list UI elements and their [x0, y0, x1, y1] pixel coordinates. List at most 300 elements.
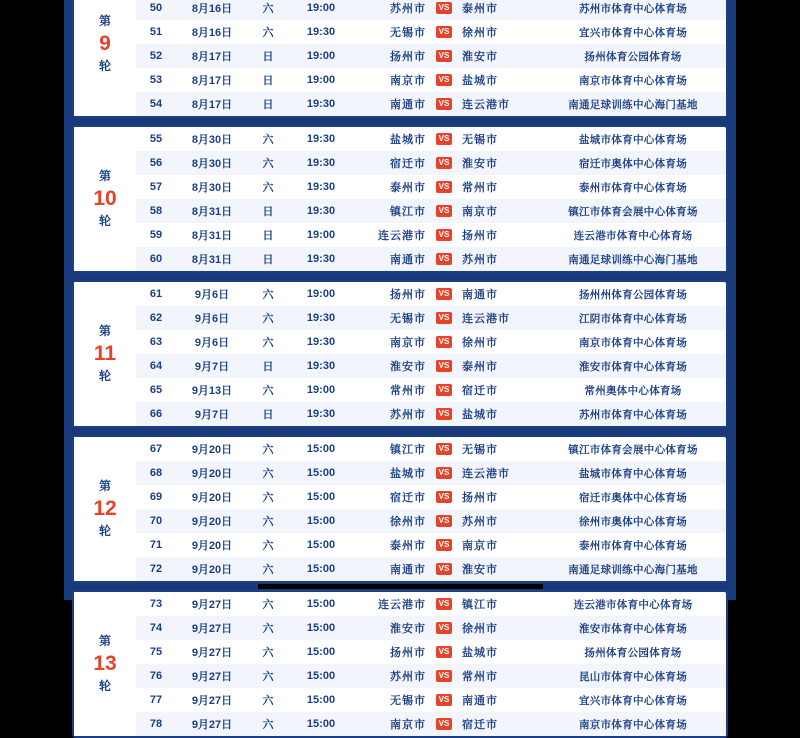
- match-venue: 盐城市体育中心体育场: [579, 467, 687, 480]
- away-team: 南通市: [462, 695, 498, 707]
- match-weekday: 六: [262, 564, 274, 576]
- match-number: 76: [149, 670, 163, 682]
- table-row: [136, 402, 726, 426]
- away-team: 盐城市: [462, 409, 498, 421]
- match-weekday: 六: [262, 3, 274, 15]
- match-venue: 宿迁市奥体中心体育场: [579, 157, 687, 170]
- match-weekday: 日: [262, 409, 274, 421]
- table-row: [136, 20, 726, 44]
- round-number: 13: [93, 652, 117, 676]
- vs-cell: [432, 670, 456, 682]
- vs-badge: VS: [436, 253, 453, 265]
- match-weekday: 六: [262, 695, 274, 707]
- table-row: [136, 44, 726, 68]
- match-weekday: 六: [262, 158, 274, 170]
- vs-cell: [432, 26, 456, 38]
- match-venue: 盐城市体育中心体育场: [579, 133, 687, 146]
- table-row: [136, 282, 726, 306]
- match-weekday: 六: [262, 647, 274, 659]
- match-time: 15:00: [306, 598, 336, 610]
- match-number: 51: [149, 26, 163, 38]
- match-date: 8月16日: [191, 27, 233, 39]
- round-word-bottom: 轮: [98, 368, 111, 383]
- home-team: 泰州市: [390, 540, 426, 552]
- round-number: 12: [93, 497, 117, 521]
- vs-cell: [432, 74, 456, 86]
- match-number: 61: [149, 288, 163, 300]
- redaction-bar: [258, 584, 543, 589]
- away-team: 扬州市: [462, 492, 498, 504]
- match-date: 8月30日: [191, 158, 233, 170]
- match-date: 9月27日: [191, 671, 233, 683]
- vs-badge: VS: [436, 229, 453, 241]
- table-row: [136, 223, 726, 247]
- match-date: 8月17日: [191, 51, 233, 63]
- match-venue: 泰州市体育中心体育场: [579, 181, 687, 194]
- match-time: 19:30: [306, 336, 336, 348]
- away-team: 盐城市: [462, 647, 498, 659]
- away-team: 连云港市: [462, 313, 510, 325]
- vs-badge: VS: [436, 646, 453, 658]
- vs-cell: [432, 646, 456, 658]
- match-date: 9月20日: [191, 492, 233, 504]
- match-date: 9月27日: [191, 599, 233, 611]
- match-weekday: 六: [262, 623, 274, 635]
- vs-cell: [432, 288, 456, 300]
- away-team: 无锡市: [462, 134, 498, 146]
- vs-badge: VS: [436, 181, 453, 193]
- away-team: 连云港市: [462, 99, 510, 111]
- match-number: 52: [149, 50, 163, 62]
- round-block: [72, 435, 728, 583]
- match-date: 9月27日: [191, 623, 233, 635]
- away-team: 常州市: [462, 182, 498, 194]
- home-team: 常州市: [390, 385, 426, 397]
- match-venue: 南京市体育中心体育场: [579, 336, 687, 349]
- match-venue: 苏州市体育中心体育场: [579, 2, 687, 15]
- match-weekday: 六: [262, 182, 274, 194]
- match-number: 67: [149, 443, 163, 455]
- vs-badge: VS: [436, 563, 453, 575]
- match-time: 19:30: [306, 312, 336, 324]
- match-time: 15:00: [306, 563, 336, 575]
- match-time: 15:00: [306, 622, 336, 634]
- match-time: 19:00: [306, 50, 336, 62]
- away-team: 镇江市: [462, 599, 498, 611]
- match-venue: 连云港市体育中心体育场: [573, 598, 693, 611]
- vs-cell: [432, 312, 456, 324]
- match-date: 9月27日: [191, 647, 233, 659]
- away-team: 南京市: [462, 540, 498, 552]
- home-team: 南通市: [390, 254, 426, 266]
- match-time: 19:00: [306, 74, 336, 86]
- match-time: 19:00: [306, 229, 336, 241]
- home-team: 苏州市: [390, 671, 426, 683]
- vs-cell: [432, 50, 456, 62]
- away-team: 苏州市: [462, 254, 498, 266]
- home-team: 淮安市: [390, 361, 426, 373]
- match-number: 59: [149, 229, 163, 241]
- match-time: 19:30: [306, 360, 336, 372]
- match-date: 8月31日: [191, 206, 233, 218]
- match-date: 8月17日: [191, 99, 233, 111]
- match-time: 15:00: [306, 646, 336, 658]
- match-date: 8月31日: [191, 230, 233, 242]
- round-word-bottom: 轮: [98, 58, 111, 73]
- round-number: 9: [99, 32, 111, 56]
- home-team: 连云港市: [378, 599, 426, 611]
- home-team: 宿迁市: [390, 492, 426, 504]
- match-time: 19:30: [306, 26, 336, 38]
- table-row: [136, 616, 726, 640]
- match-weekday: 六: [262, 27, 274, 39]
- match-weekday: 六: [262, 134, 274, 146]
- match-time: 15:00: [306, 718, 336, 730]
- home-team: 盐城市: [390, 134, 426, 146]
- table-row: [136, 151, 726, 175]
- match-venue: 镇江市体育会展中心体育场: [568, 205, 698, 218]
- match-number: 56: [149, 157, 163, 169]
- round-block: [72, 0, 728, 118]
- vs-badge: VS: [436, 133, 453, 145]
- table-row: [136, 68, 726, 92]
- match-venue: 宜兴市体育中心体育场: [579, 26, 687, 39]
- match-time: 19:30: [306, 408, 336, 420]
- round-number: 10: [93, 187, 117, 211]
- table-row: [136, 688, 726, 712]
- vs-cell: [432, 515, 456, 527]
- match-number: 73: [149, 598, 163, 610]
- match-venue: 连云港市体育中心体育场: [573, 229, 693, 242]
- rounds-container: [64, 0, 736, 738]
- match-weekday: 日: [262, 51, 274, 63]
- vs-badge: VS: [436, 205, 453, 217]
- round-label: [74, 0, 136, 116]
- match-venue: 镇江市体育会展中心体育场: [568, 443, 698, 456]
- match-date: 8月30日: [191, 182, 233, 194]
- match-weekday: 六: [262, 468, 274, 480]
- round-word-top: 第: [98, 169, 111, 184]
- match-time: 19:30: [306, 98, 336, 110]
- away-team: 泰州市: [462, 3, 498, 15]
- match-number: 65: [149, 384, 163, 396]
- table-row: [136, 461, 726, 485]
- away-team: 宿迁市: [462, 385, 498, 397]
- match-weekday: 六: [262, 385, 274, 397]
- table-row: [136, 127, 726, 151]
- match-number: 66: [149, 408, 163, 420]
- round-word-bottom: 轮: [98, 678, 111, 693]
- home-team: 徐州市: [390, 516, 426, 528]
- vs-cell: [432, 384, 456, 396]
- home-team: 扬州市: [390, 51, 426, 63]
- match-date: 9月13日: [191, 385, 233, 397]
- vs-cell: [432, 467, 456, 479]
- away-team: 徐州市: [462, 27, 498, 39]
- round-word-top: 第: [98, 634, 111, 649]
- match-date: 9月27日: [191, 719, 233, 731]
- vs-badge: VS: [436, 384, 453, 396]
- table-row: [136, 306, 726, 330]
- table-row: [136, 533, 726, 557]
- match-time: 15:00: [306, 467, 336, 479]
- away-team: 盐城市: [462, 75, 498, 87]
- match-venue: 南京市体育中心体育场: [579, 718, 687, 731]
- home-team: 南通市: [390, 564, 426, 576]
- round-matches: [136, 0, 726, 116]
- match-date: 9月20日: [191, 468, 233, 480]
- match-weekday: 六: [262, 599, 274, 611]
- vs-cell: [432, 336, 456, 348]
- match-weekday: 六: [262, 516, 274, 528]
- home-team: 扬州市: [390, 289, 426, 301]
- home-team: 镇江市: [390, 206, 426, 218]
- home-team: 泰州市: [390, 182, 426, 194]
- match-venue: 徐州市奥体中心体育场: [579, 515, 687, 528]
- match-number: 72: [149, 563, 163, 575]
- round-number: 11: [93, 342, 117, 366]
- vs-badge: VS: [436, 50, 453, 62]
- vs-badge: VS: [436, 491, 453, 503]
- match-weekday: 六: [262, 337, 274, 349]
- match-number: 68: [149, 467, 163, 479]
- match-date: 8月31日: [191, 254, 233, 266]
- match-time: 15:00: [306, 491, 336, 503]
- table-row: [136, 712, 726, 736]
- match-weekday: 日: [262, 75, 274, 87]
- round-label: [74, 437, 136, 581]
- table-row: [136, 378, 726, 402]
- match-venue: 泰州市体育中心体育场: [579, 539, 687, 552]
- home-team: 南京市: [390, 75, 426, 87]
- match-number: 54: [149, 98, 163, 110]
- match-time: 19:30: [306, 157, 336, 169]
- vs-badge: VS: [436, 598, 453, 610]
- vs-badge: VS: [436, 360, 453, 372]
- home-team: 镇江市: [390, 444, 426, 456]
- match-venue: 苏州市体育中心体育场: [579, 408, 687, 421]
- round-matches: [136, 127, 726, 271]
- vs-cell: [432, 133, 456, 145]
- vs-badge: VS: [436, 336, 453, 348]
- match-date: 8月17日: [191, 75, 233, 87]
- match-time: 19:30: [306, 133, 336, 145]
- match-number: 71: [149, 539, 163, 551]
- match-weekday: 六: [262, 444, 274, 456]
- away-team: 淮安市: [462, 158, 498, 170]
- match-time: 15:00: [306, 694, 336, 706]
- match-date: 9月20日: [191, 444, 233, 456]
- round-word-top: 第: [98, 14, 111, 29]
- home-team: 盐城市: [390, 468, 426, 480]
- home-team: 连云港市: [378, 230, 426, 242]
- match-time: 19:00: [306, 384, 336, 396]
- home-team: 南京市: [390, 337, 426, 349]
- match-time: 15:00: [306, 443, 336, 455]
- match-date: 9月20日: [191, 564, 233, 576]
- match-weekday: 六: [262, 719, 274, 731]
- match-date: 8月30日: [191, 134, 233, 146]
- home-team: 淮安市: [390, 623, 426, 635]
- match-time: 19:30: [306, 253, 336, 265]
- home-team: 无锡市: [390, 695, 426, 707]
- table-row: [136, 175, 726, 199]
- match-time: 19:30: [306, 205, 336, 217]
- match-venue: 江阴市体育中心体育场: [579, 312, 687, 325]
- match-venue: 宜兴市体育中心体育场: [579, 694, 687, 707]
- table-row: [136, 557, 726, 581]
- away-team: 南京市: [462, 206, 498, 218]
- match-date: 9月27日: [191, 695, 233, 707]
- match-number: 55: [149, 133, 163, 145]
- match-number: 57: [149, 181, 163, 193]
- vs-cell: [432, 443, 456, 455]
- away-team: 南通市: [462, 289, 498, 301]
- away-team: 淮安市: [462, 51, 498, 63]
- match-number: 63: [149, 336, 163, 348]
- round-block: [72, 125, 728, 273]
- match-weekday: 日: [262, 99, 274, 111]
- vs-cell: [432, 563, 456, 575]
- match-venue: 淮安市体育中心体育场: [579, 360, 687, 373]
- vs-badge: VS: [436, 288, 453, 300]
- vs-badge: VS: [436, 694, 453, 706]
- match-venue: 南通足球训练中心海门基地: [568, 253, 698, 266]
- home-team: 宿迁市: [390, 158, 426, 170]
- match-date: 9月20日: [191, 516, 233, 528]
- match-number: 62: [149, 312, 163, 324]
- match-time: 15:00: [306, 670, 336, 682]
- vs-badge: VS: [436, 157, 453, 169]
- table-row: [136, 592, 726, 616]
- match-number: 77: [149, 694, 163, 706]
- match-date: 9月6日: [194, 337, 230, 349]
- vs-badge: VS: [436, 443, 453, 455]
- vs-badge: VS: [436, 539, 453, 551]
- table-row: [136, 199, 726, 223]
- vs-badge: VS: [436, 312, 453, 324]
- round-matches: [136, 282, 726, 426]
- match-date: 9月6日: [194, 289, 230, 301]
- away-team: 泰州市: [462, 361, 498, 373]
- match-number: 50: [149, 2, 163, 14]
- match-weekday: 六: [262, 313, 274, 325]
- away-team: 宿迁市: [462, 719, 498, 731]
- round-matches: [136, 437, 726, 581]
- vs-badge: VS: [436, 408, 453, 420]
- match-date: 9月7日: [194, 361, 230, 373]
- match-number: 58: [149, 205, 163, 217]
- schedule-sheet: [64, 0, 736, 731]
- vs-badge: VS: [436, 26, 453, 38]
- table-row: [136, 485, 726, 509]
- table-row: [136, 640, 726, 664]
- match-weekday: 六: [262, 540, 274, 552]
- round-label: [74, 127, 136, 271]
- home-team: 苏州市: [390, 3, 426, 15]
- home-team: 南京市: [390, 719, 426, 731]
- match-weekday: 日: [262, 230, 274, 242]
- vs-cell: [432, 408, 456, 420]
- home-team: 扬州市: [390, 647, 426, 659]
- match-number: 78: [149, 718, 163, 730]
- match-venue: 南通足球训练中心海门基地: [568, 563, 698, 576]
- vs-cell: [432, 622, 456, 634]
- table-row: [136, 92, 726, 116]
- home-team: 无锡市: [390, 27, 426, 39]
- match-number: 64: [149, 360, 163, 372]
- match-time: 19:00: [306, 288, 336, 300]
- vs-cell: [432, 205, 456, 217]
- vs-cell: [432, 98, 456, 110]
- vs-cell: [432, 539, 456, 551]
- match-venue: 南通足球训练中心海门基地: [568, 98, 698, 111]
- away-team: 无锡市: [462, 444, 498, 456]
- match-date: 8月16日: [191, 3, 233, 15]
- vs-cell: [432, 253, 456, 265]
- vs-badge: VS: [436, 2, 453, 14]
- match-number: 60: [149, 253, 163, 265]
- round-word-bottom: 轮: [98, 213, 111, 228]
- vs-cell: [432, 2, 456, 14]
- match-weekday: 六: [262, 289, 274, 301]
- away-team: 淮安市: [462, 564, 498, 576]
- round-block: [72, 280, 728, 428]
- vs-badge: VS: [436, 670, 453, 682]
- match-time: 15:00: [306, 515, 336, 527]
- away-team: 扬州市: [462, 230, 498, 242]
- match-number: 74: [149, 622, 163, 634]
- match-weekday: 日: [262, 254, 274, 266]
- vs-cell: [432, 157, 456, 169]
- vs-badge: VS: [436, 98, 453, 110]
- match-venue: 常州奥体中心体育场: [584, 384, 682, 397]
- vs-badge: VS: [436, 718, 453, 730]
- match-venue: 扬州体育公园体育场: [584, 646, 682, 659]
- away-team: 苏州市: [462, 516, 498, 528]
- table-row: [136, 354, 726, 378]
- table-row: [136, 247, 726, 271]
- match-weekday: 日: [262, 206, 274, 218]
- table-row: [136, 509, 726, 533]
- home-team: 苏州市: [390, 409, 426, 421]
- round-word-top: 第: [98, 479, 111, 494]
- match-time: 19:30: [306, 181, 336, 193]
- match-venue: 昆山市体育中心体育场: [579, 670, 687, 683]
- vs-badge: VS: [436, 515, 453, 527]
- round-label: [74, 282, 136, 426]
- match-venue: 淮安市体育中心体育场: [579, 622, 687, 635]
- match-time: 19:00: [306, 2, 336, 14]
- table-row: [136, 437, 726, 461]
- away-team: 徐州市: [462, 623, 498, 635]
- vs-cell: [432, 181, 456, 193]
- match-date: 9月7日: [194, 409, 230, 421]
- vs-cell: [432, 229, 456, 241]
- vs-cell: [432, 718, 456, 730]
- vs-badge: VS: [436, 467, 453, 479]
- round-matches: [136, 592, 726, 736]
- match-number: 69: [149, 491, 163, 503]
- table-row: [136, 664, 726, 688]
- match-weekday: 六: [262, 671, 274, 683]
- match-number: 70: [149, 515, 163, 527]
- vs-badge: VS: [436, 74, 453, 86]
- match-weekday: 日: [262, 361, 274, 373]
- match-venue: 扬州体育公园体育场: [584, 50, 682, 63]
- home-team: 南通市: [390, 99, 426, 111]
- match-venue: 扬州州体育公园体育场: [579, 288, 687, 301]
